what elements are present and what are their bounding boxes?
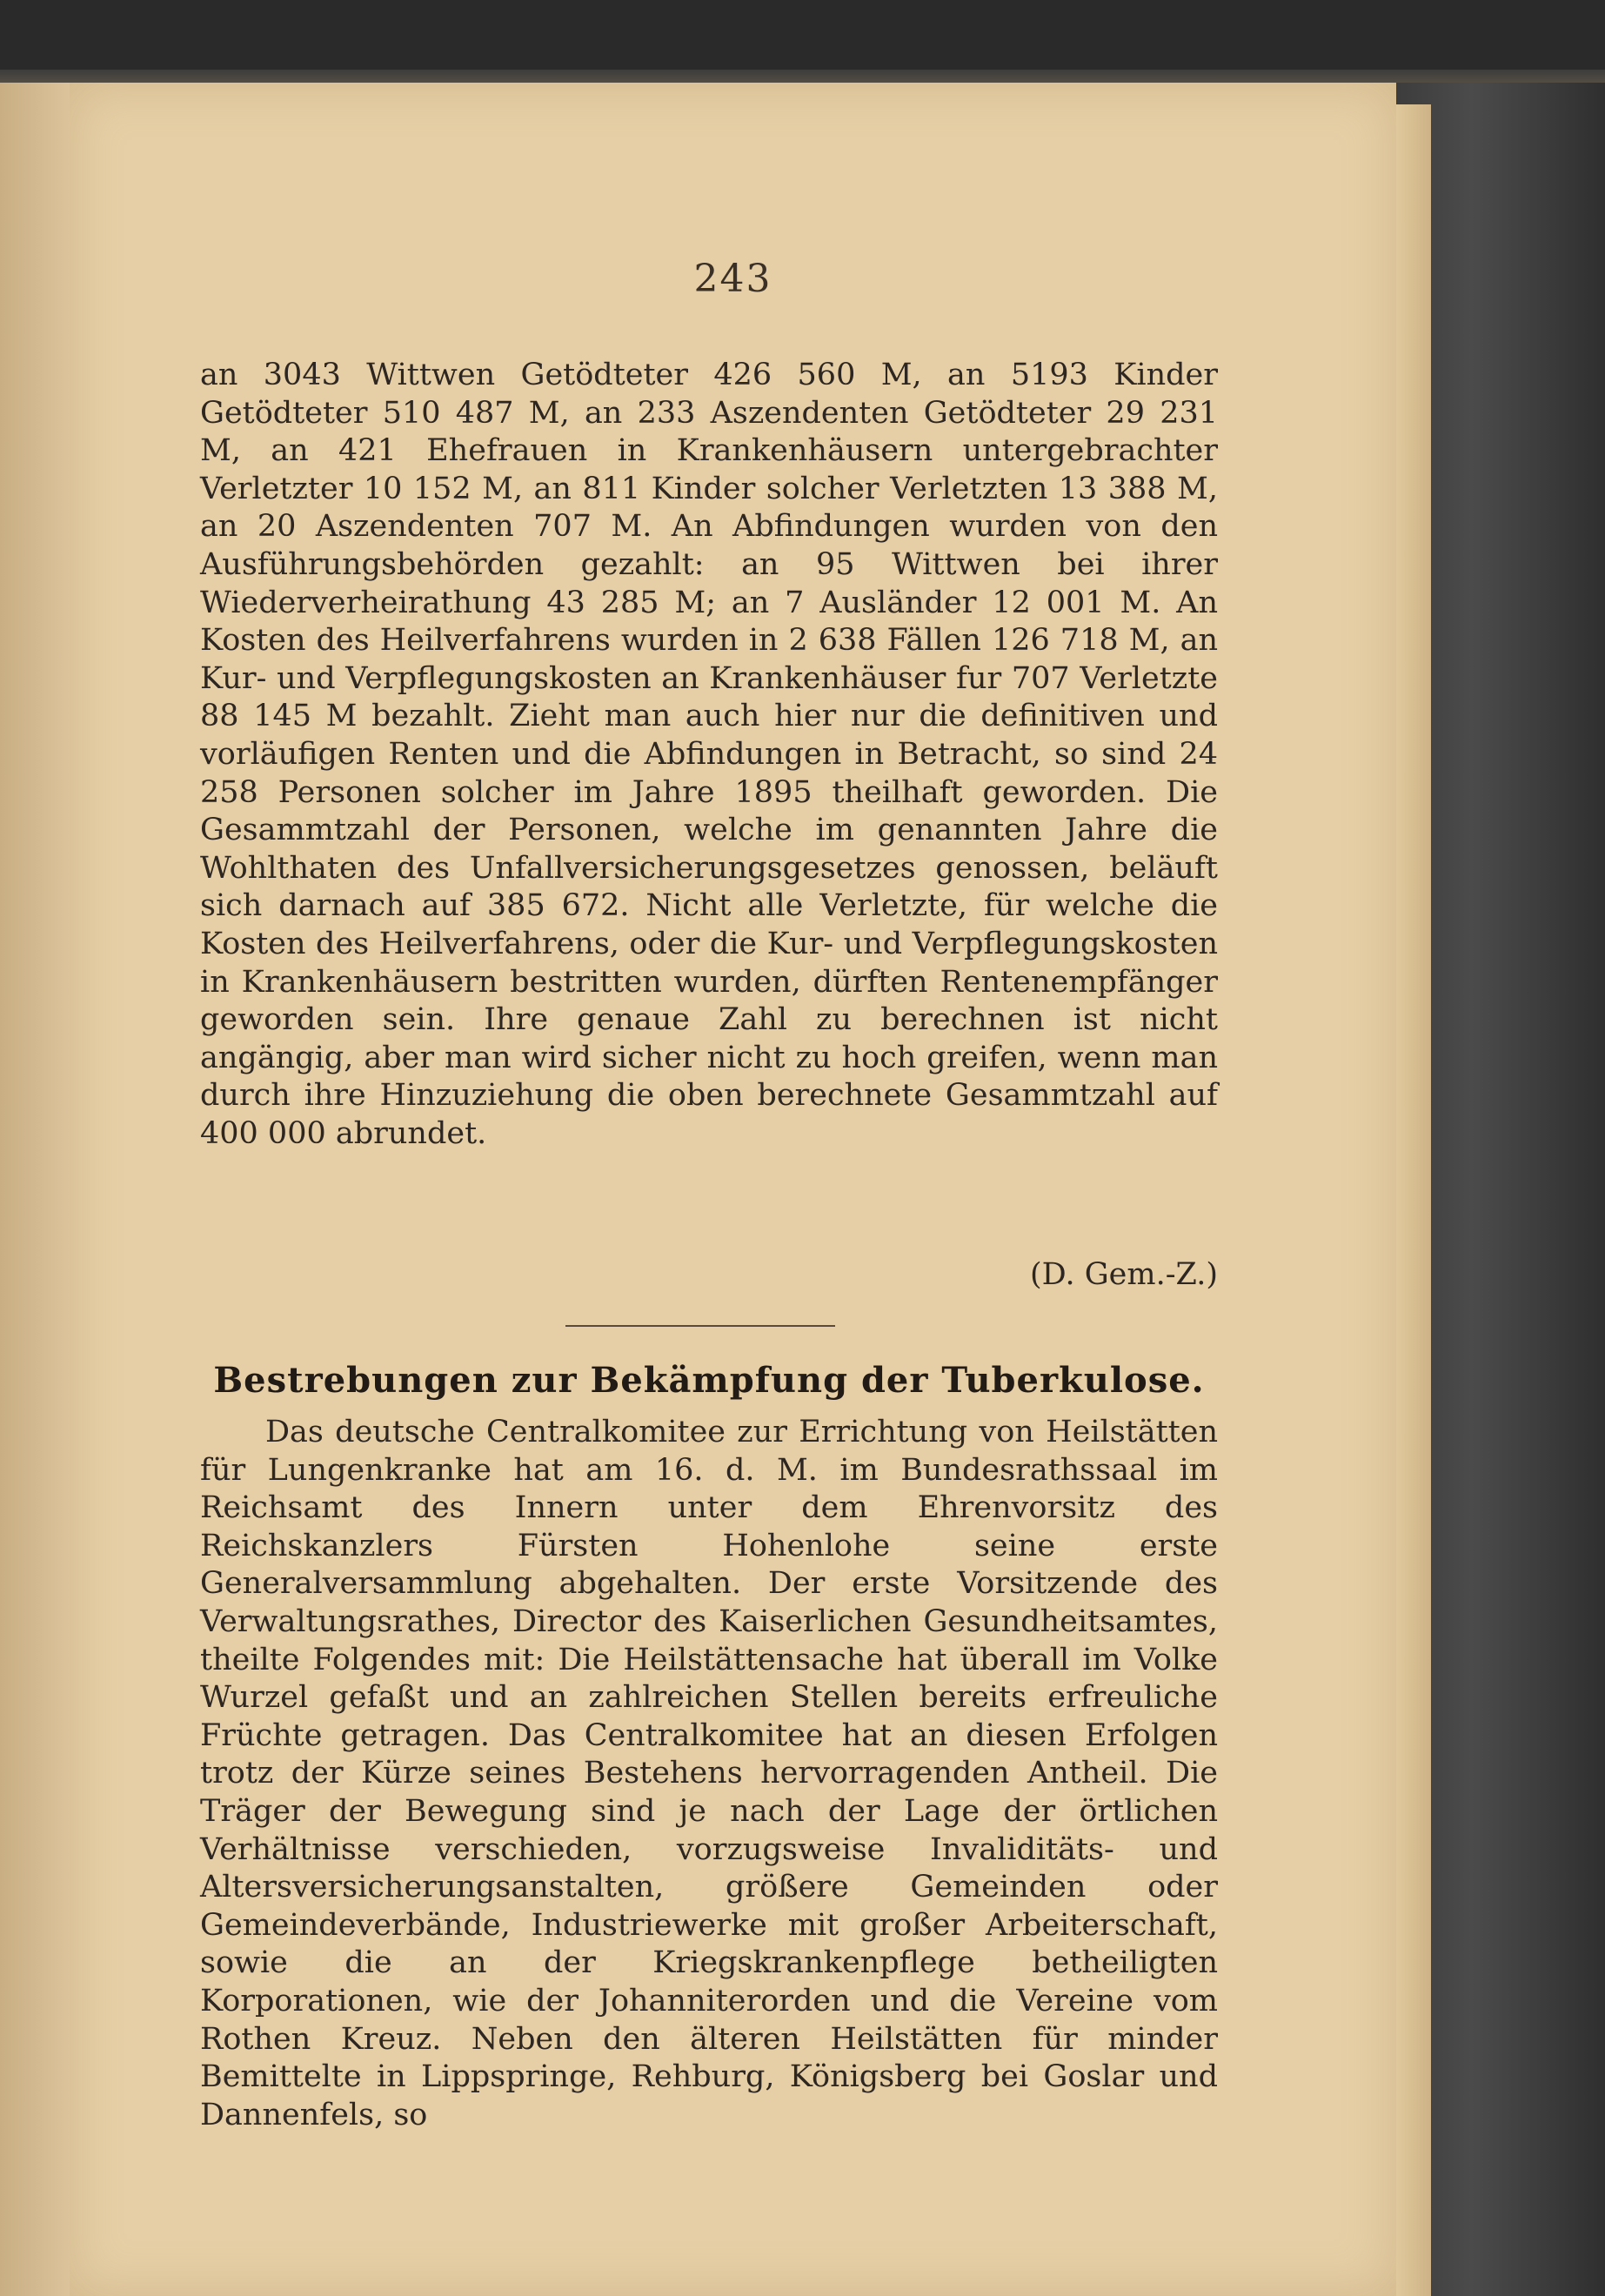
paragraph-text: an 3043 Wittwen Getödteter 426 560 M, an 5193 Kinder Getödteter 510 487 M, an 233 Aszendenten Getödteter 29 231 M, an 421 Ehefrauen in Krankenhäusern untergebrachter Verletzter 10 152 M, an 811 Kinder solcher Verletzten 13 388 M, an 20 Aszendenten 707 M. An Abfindungen wurden von den Ausführungsbehörden gezahlt: an 95 Wittwen bei ihrer Wiederverheirathung 43 285 M; an 7 Ausländer 12 001 M. An Kosten des Heilverfahrens wurden in 2 638 Fällen 126 718 M, an Kur- und Verpflegungskosten an Krankenhäuser fur 707 Verletzte 88 145 M bezahlt. Zieht man auch hier nur die definitiven und vorläufigen Renten und die Abfindungen in Betracht, so sind 24 258 Personen solcher im Jahre 1895 theilhaft geworden. Die Gesammtzahl der Personen, welche im genannten Jahre die Wohlthaten des Unfallversicherungsgesetzes genossen, beläuft sich darnach auf 385 672. Nicht alle Verletzte, für welche die Kosten des Heilverfahrens, oder die Kur- und Verpflegungskosten in Krankenhäusern bestritten wurden, dürften Rentenempfänger geworden sein. Ihre genaue Zahl zu berechnen ist nicht angängig, aber man wird sicher nicht zu hoch greifen, wenn man durch ihre Hinzuziehung die oben berechnete Gesammtzahl auf 400 000 abrundet.	[200, 358, 1218, 1151]
page-stack-edge	[1392, 104, 1431, 2296]
paragraph-tuberculosis	[200, 1414, 1218, 2134]
paragraph-text: Das deutsche Centralkomitee zur Errichtung von Heilstätten für Lungenkranke hat am 16. d. M. im Bundesrathssaal im Reichsamt des Innern unter dem Ehrenvorsitz des Reichskanzlers Fürsten Hohenlohe seine erste Generalversammlung abgehalten. Der erste Vorsitzende des Verwaltungsrathes, Director des Kaiserlichen Gesundheitsamtes, theilte Folgendes mit: Die Heilstättensache hat überall im Volke Wurzel gefaßt und an zahlreichen Stellen bereits erfreuliche Früchte getragen. Das Centralkomitee hat an diesen Erfolgen trotz der Kürze seines Bestehens hervorragenden Antheil. Die Träger der Bewegung sind je nach der Lage der örtlichen Verhältnisse verschieden, vorzugsweise Invaliditäts- und Altersversicherungsanstalten, größere Gemeinden oder Gemeindeverbände, Industriewerke mit großer Arbeiterschaft, sowie die an der Kriegskrankenpflege betheiligten Korporationen, wie der Johanniterorden und die Vereine vom Rothen Kreuz. Neben den älteren Heilstätten für minder Bemittelte in Lippspringe, Rehburg, Königsberg bei Goslar und Dannenfels, so	[200, 1415, 1218, 2132]
previous-page-edge	[0, 83, 70, 2296]
book-page	[70, 83, 1396, 2296]
source-citation: (D. Gem.-Z.)	[1029, 1257, 1218, 1292]
section-divider	[565, 1325, 835, 1327]
article-heading: Bestrebungen zur Bekämpfung der Tuberkulose.	[213, 1360, 1205, 1401]
page-number: 243	[693, 257, 772, 301]
paragraph-statistics	[200, 357, 1218, 1153]
